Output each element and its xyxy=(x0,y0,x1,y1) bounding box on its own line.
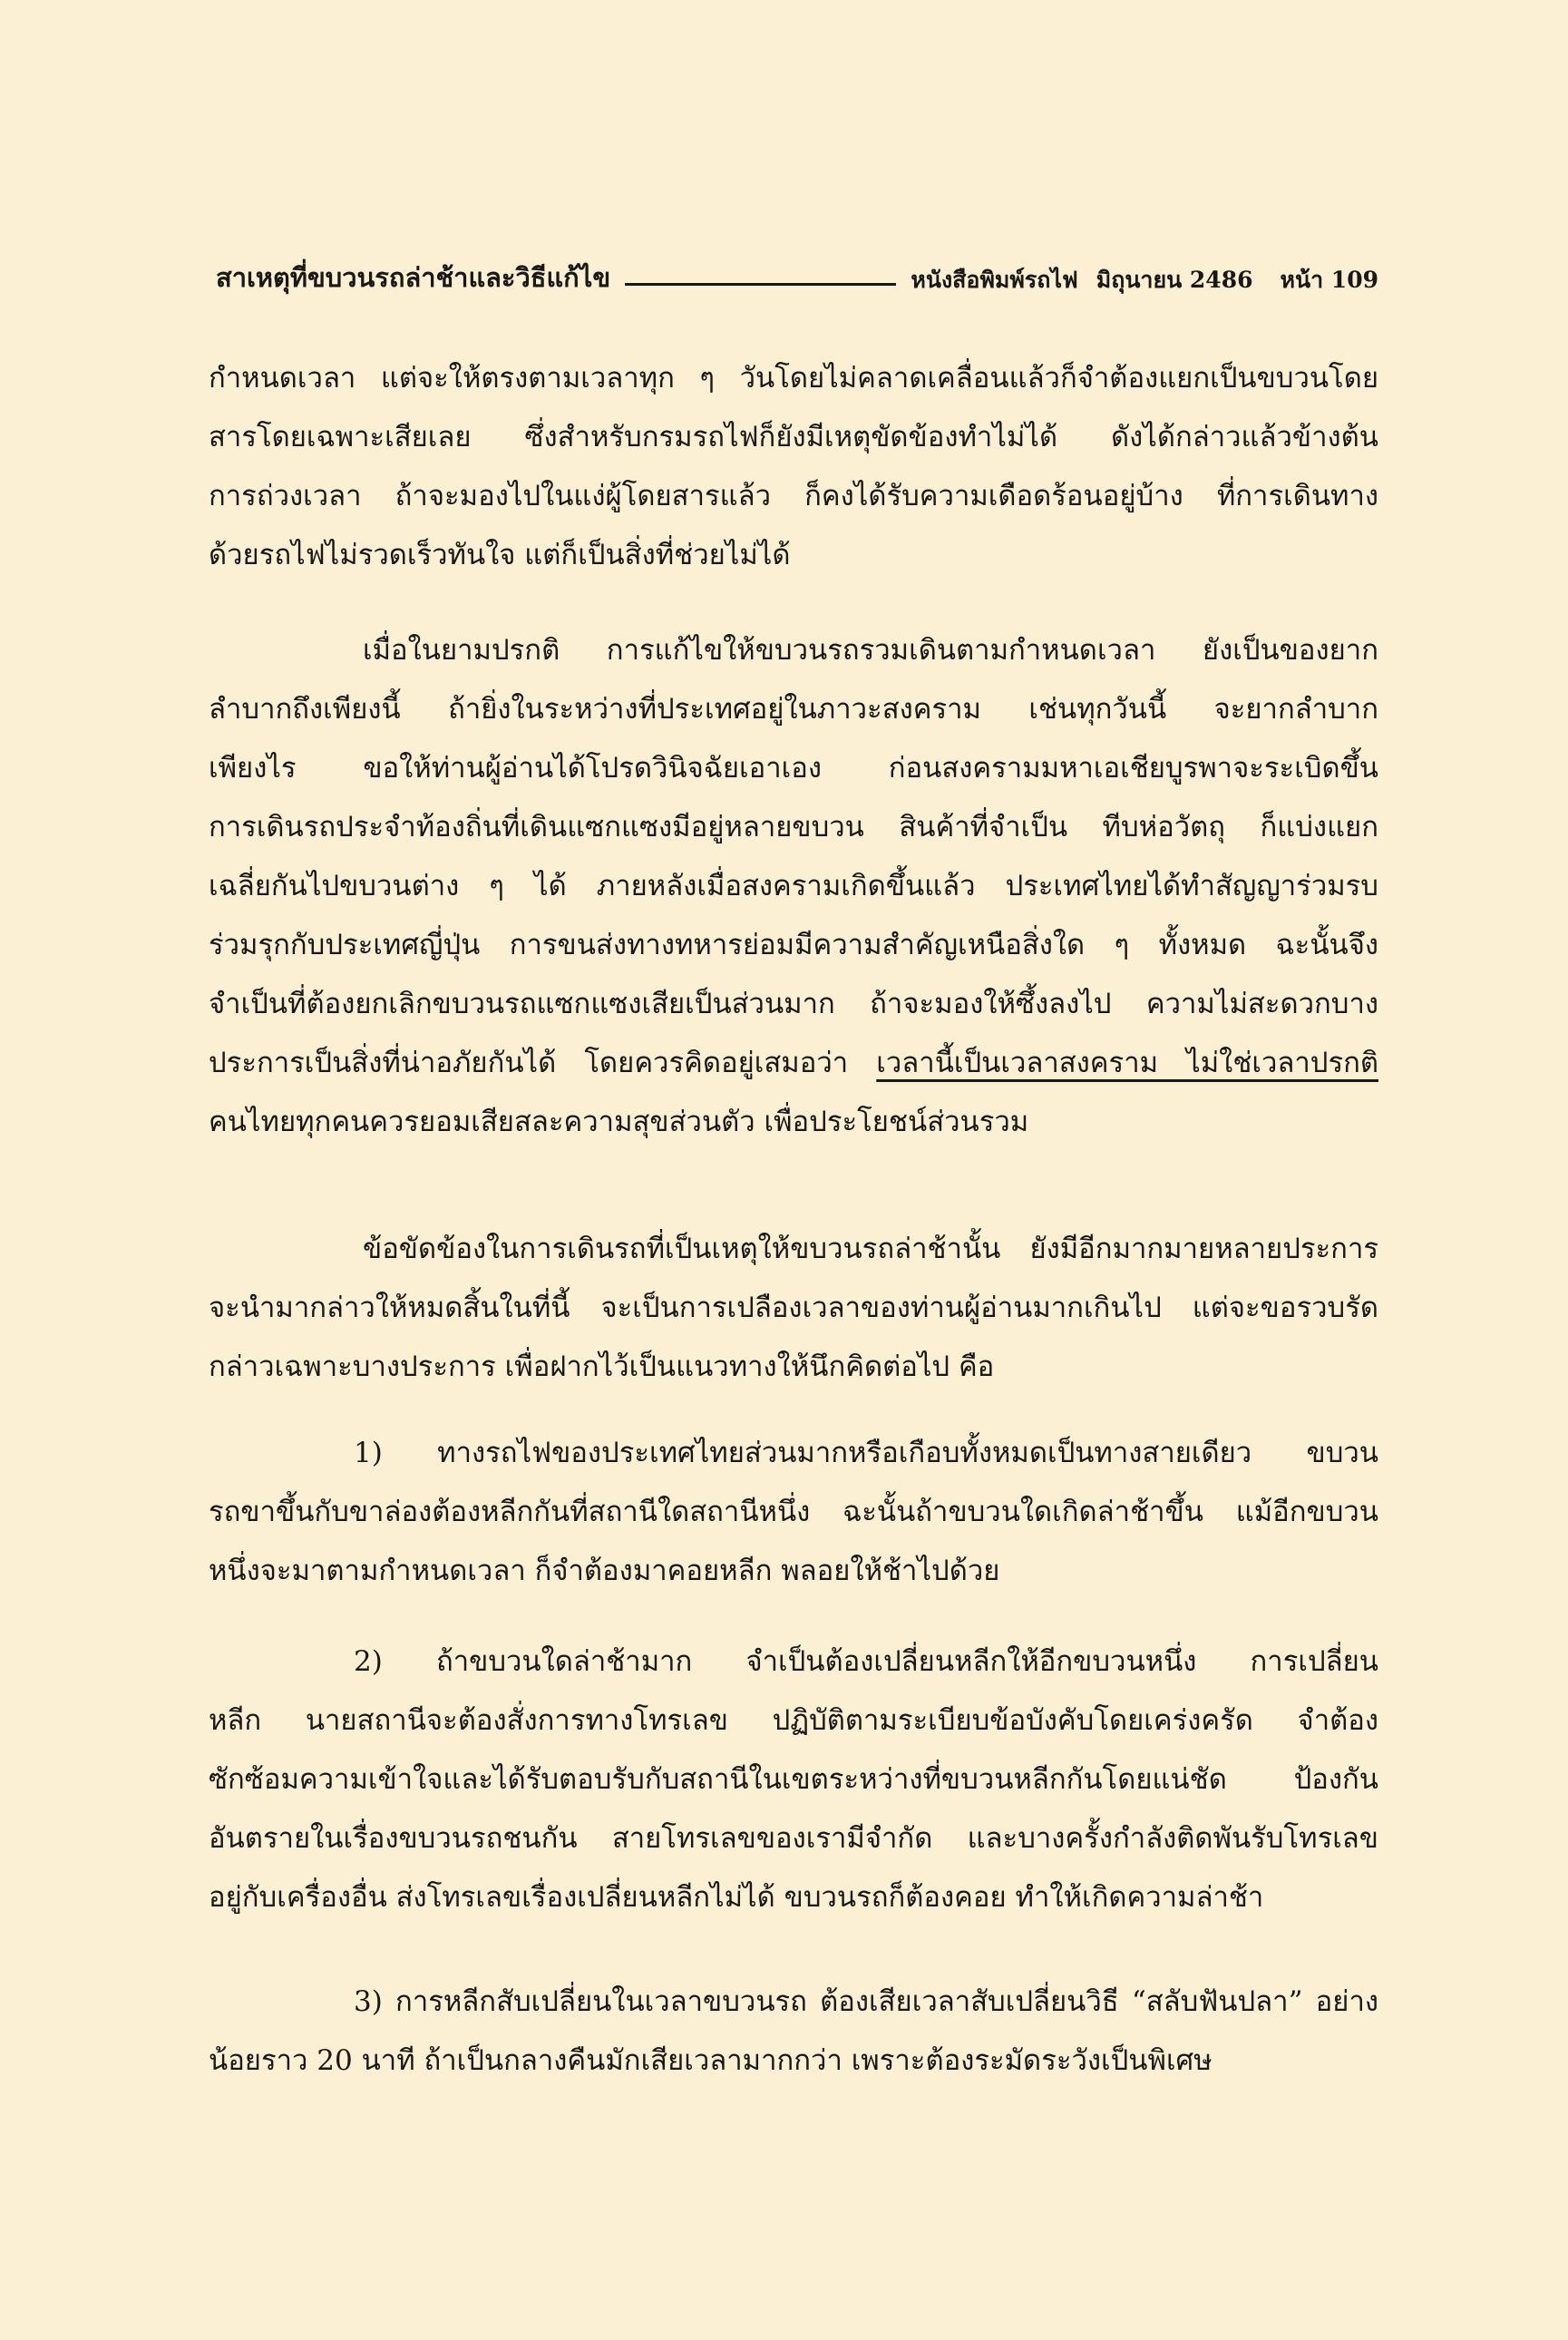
text-line: กล่าวเฉพาะบางประการ เพื่อฝากไว้เป็นแนวทางให้นึกคิดต่อไป คือ xyxy=(209,1350,995,1383)
text-span: ประการเป็นสิ่งที่น่าอภัยกันได้ โดยควรคิดอยู่เสมอว่า xyxy=(209,1047,849,1079)
text-line: อยู่กับเครื่องอื่น ส่งโทรเลขเรื่องเปลี่ยนหลีกไม่ได้ ขบวนรถก็ต้องคอย ทำให้เกิดความล่าช้า xyxy=(209,1881,1264,1914)
issue-date: มิถุนายน 2486 xyxy=(1096,267,1253,293)
text-line: 3) การหลีกสับเปลี่ยนในเวลาขบวนรถ ต้องเสียเวลาสับเปลี่ยนวิธี “สลับฟันปลา” อย่าง xyxy=(354,1985,1378,2018)
text-line: ร่วมรุกกับประเทศญี่ปุ่น การขนส่งทางทหารย่อมมีความสำคัญเหนือสิ่งใด ๆ ทั้งหมด ฉะนั้นจึง xyxy=(209,929,1378,961)
text-line: น้อยราว 20 นาที ถ้าเป็นกลางคืนมักเสียเวลามากกว่า เพราะต้องระมัดระวังเป็นพิเศษ xyxy=(209,2044,1213,2077)
paragraph-1 xyxy=(209,349,1378,585)
text-line: 1) ทางรถไฟของประเทศไทยส่วนมากหรือเกือบทั้งหมดเป็นทางสายเดียว ขบวน xyxy=(354,1437,1378,1469)
text-line: เมื่อในยามปรกติ การแก้ไขให้ขบวนรถรวมเดินตามกำหนดเวลา ยังเป็นของยาก xyxy=(363,634,1378,667)
text-line xyxy=(209,1034,1378,1093)
text-line: ข้อขัดข้องในการเดินรถที่เป็นเหตุให้ขบวนรถล่าช้านั้น ยังมีอีกมากมายหลายประการ xyxy=(363,1233,1378,1265)
text-line: ซักซ้อมความเข้าใจและได้รับตอบรับกับสถานีในเขตระหว่างที่ขบวนหลีกกันโดยแน่ชัด ป้องกัน xyxy=(209,1763,1378,1796)
text-line: อันตรายในเรื่องขบวนรถชนกัน สายโทรเลขของเรามีจำกัด และบางครั้งกำลังติดพันรับโทรเลข xyxy=(209,1822,1378,1855)
text-line: สารโดยเฉพาะเสียเลย ซึ่งสำหรับกรมรถไฟก็ยังมีเหตุขัดข้องทำไม่ได้ ดังได้กล่าวแล้วข้างต้น xyxy=(209,421,1378,453)
list-item-3 xyxy=(209,1973,1378,2091)
text-line: เพียงไร ขอให้ท่านผู้อ่านได้โปรดวินิจฉัยเอาเอง ก่อนสงครามมหาเอเชียบูรพาจะระเบิดขึ้น xyxy=(209,752,1378,785)
text-line: รถขาขึ้นกับขาล่องต้องหลีกกันที่สถานีใดสถานีหนึ่ง ฉะนั้นถ้าขบวนใดเกิดล่าช้าขึ้น แม้อีกขบวน xyxy=(209,1496,1378,1528)
text-line: เฉลี่ยกันไปขบวนต่าง ๆ ได้ ภายหลังเมื่อสงครามเกิดขึ้นแล้ว ประเทศไทยได้ทำสัญญาร่วมรบ xyxy=(209,870,1378,902)
text-line: หลีก นายสถานีจะต้องสั่งการทางโทรเลข ปฏิบัติตามระเบียบข้อบังคับโดยเคร่งครัด จำต้อง xyxy=(209,1704,1378,1737)
page-number: หน้า 109 xyxy=(1280,267,1378,293)
list-item-2 xyxy=(209,1633,1378,1927)
paragraph-2 xyxy=(209,621,1378,1152)
list-item-1 xyxy=(209,1424,1378,1601)
header-rule xyxy=(625,283,896,286)
paragraph-3 xyxy=(209,1220,1378,1397)
running-header xyxy=(216,257,1378,298)
text-line: 2) ถ้าขบวนใดล่าช้ามาก จำเป็นต้องเปลี่ยนหลีกให้อีกขบวนหนึ่ง การเปลี่ยน xyxy=(354,1645,1378,1678)
text-line: ลำบากถึงเพียงนี้ ถ้ายิ่งในระหว่างที่ประเทศอยู่ในภาวะสงคราม เช่นทุกวันนี้ จะยากลำบาก xyxy=(209,693,1378,726)
underlined-phrase: เวลานี้เป็นเวลาสงคราม ไม่ใช่เวลาปรกติ xyxy=(876,1047,1378,1079)
text-line: หนึ่งจะมาตามกำหนดเวลา ก็จำต้องมาคอยหลีก พลอยให้ช้าไปด้วย xyxy=(209,1555,1000,1587)
text-line: จะนำมากล่าวให้หมดสิ้นในที่นี้ จะเป็นการเปลืองเวลาของท่านผู้อ่านมากเกินไป แต่จะขอรวบรัด xyxy=(209,1292,1378,1324)
text-line: กำหนดเวลา แต่จะให้ตรงตามเวลาทุก ๆ วันโดยไม่คลาดเคลื่อนแล้วก็จำต้องแยกเป็นขบวนโดย xyxy=(209,362,1378,395)
article-title: สาเหตุที่ขบวนรถล่าช้าและวิธีแก้ไข xyxy=(216,262,611,293)
text-line: จำเป็นที่ต้องยกเลิกขบวนรถแซกแซงเสียเป็นส่วนมาก ถ้าจะมองให้ซึ้งลงไป ความไม่สะดวกบาง xyxy=(209,988,1378,1020)
publication-name: หนังสือพิมพ์รถไฟ xyxy=(911,267,1078,293)
text-line: คนไทยทุกคนควรยอมเสียสละความสุขส่วนตัว เพื่อประโยชน์ส่วนรวม xyxy=(209,1106,1029,1138)
text-line: ด้วยรถไฟไม่รวดเร็วทันใจ แต่ก็เป็นสิ่งที่ช่วยไม่ได้ xyxy=(209,539,791,571)
text-line: การเดินรถประจำท้องถิ่นที่เดินแซกแซงมีอยู่หลายขบวน สินค้าที่จำเป็น ทีบห่อวัตถุ ก็แบ่งแยก xyxy=(209,811,1378,843)
text-line: การถ่วงเวลา ถ้าจะมองไปในแง่ผู้โดยสารแล้ว ก็คงได้รับความเดือดร้อนอยู่บ้าง ที่การเดินทาง xyxy=(209,480,1378,512)
